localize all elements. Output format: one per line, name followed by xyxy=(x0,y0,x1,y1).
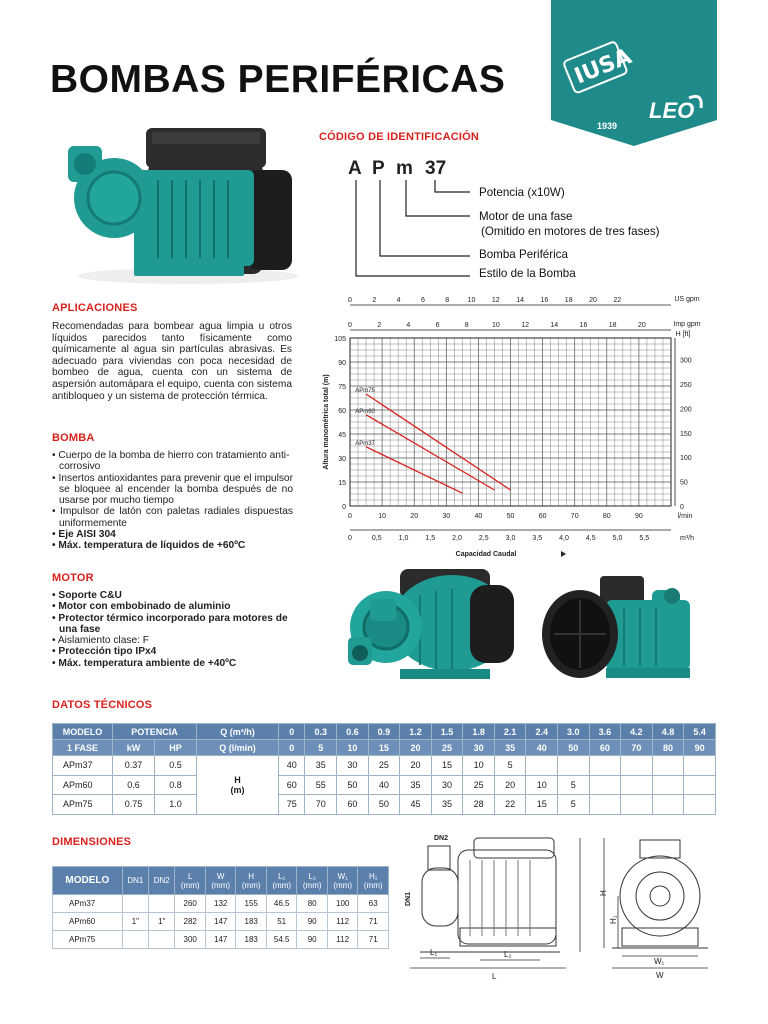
table-cell: 0.37 xyxy=(113,756,155,776)
table-cell: 5 xyxy=(557,775,589,795)
table-cell xyxy=(652,775,684,795)
drawing-label-w: W xyxy=(656,971,664,980)
tech-col-header: 3.0 xyxy=(557,724,589,740)
table-cell: 10 xyxy=(463,756,495,776)
table-cell xyxy=(621,756,653,776)
brand-iusa: IUSA xyxy=(571,44,636,90)
table-cell: 155 xyxy=(236,895,267,913)
m3h-tick-label: 0 xyxy=(348,535,352,542)
dim-col-header-unit: (mm) xyxy=(180,880,200,890)
m3h-tick-label: 4,0 xyxy=(559,535,569,542)
x-tick-label: 40 xyxy=(474,513,483,520)
x-tick-label: 70 xyxy=(570,513,579,520)
table-cell: 0.75 xyxy=(113,795,155,815)
dim-col-header-label: H xyxy=(248,871,255,881)
table-cell: 71 xyxy=(358,931,389,949)
dim-col-header-label: DN1 xyxy=(127,876,144,885)
table-cell: 40 xyxy=(368,775,400,795)
m3h-tick-label: 2,0 xyxy=(452,535,462,542)
y-axis-title: Altura manométrica total (m) xyxy=(323,374,330,470)
bomba-heading: BOMBA xyxy=(52,432,95,444)
dimensions-header-row xyxy=(53,867,389,895)
table-cell xyxy=(684,756,716,776)
table-cell: 90 xyxy=(297,931,328,949)
table-cell xyxy=(684,795,716,815)
table-cell xyxy=(557,756,589,776)
bomba-item: • Cuerpo de la bomba de hierro con tratamiento anti-corrosivo xyxy=(52,450,293,473)
y-tick-label: 75 xyxy=(338,384,346,391)
table-cell: 147 xyxy=(205,913,236,931)
dim-col-header-label: L₁ xyxy=(278,871,286,881)
y-tick-label: 0 xyxy=(342,504,346,511)
code-label-potencia: Potencia (x10W) xyxy=(479,186,565,199)
tech-col-header: 25 xyxy=(431,740,463,756)
table-cell: 60 xyxy=(337,795,369,815)
motor-item: • Protector térmico incorporado para motores de una fase xyxy=(52,613,294,636)
tech-col-header: Q (l/min) xyxy=(197,740,279,756)
table-cell: APm37 xyxy=(53,756,113,776)
usgpm-tick-label: 2 xyxy=(372,297,377,304)
ft-tick-label: 150 xyxy=(680,430,692,438)
table-cell: 25 xyxy=(463,775,495,795)
dim-col-header-unit: (mm) xyxy=(272,880,292,890)
dimensions-table xyxy=(52,866,389,949)
x-tick-label: 30 xyxy=(442,513,451,520)
series-label: APm60 xyxy=(355,408,375,415)
m3h-tick-label: 5,0 xyxy=(612,535,623,542)
pump-photo-back xyxy=(540,570,705,685)
code-label-estilo: Estilo de la Bomba xyxy=(479,267,576,280)
y-tick-label: 90 xyxy=(338,360,346,367)
table-cell: 20 xyxy=(494,775,526,795)
dim-col-header xyxy=(122,867,148,895)
usgpm-tick-label: 18 xyxy=(564,297,573,304)
motor-list xyxy=(52,590,294,669)
tech-col-header: kW xyxy=(113,740,155,756)
table-cell: 0.8 xyxy=(155,775,197,795)
technical-data-body xyxy=(53,756,716,815)
y-tick-label: 30 xyxy=(338,456,346,463)
bomba-item: • Insertos antioxidantes para prevenir que el impulsor se bloquee al encender la bomba después de no usarse por mucho tiempo xyxy=(52,473,293,507)
tech-col-header: 4.2 xyxy=(621,724,653,740)
drawing-label-h1: H₁ xyxy=(609,915,618,924)
h-label: H xyxy=(234,774,241,785)
table-cell: 1.0 xyxy=(155,795,197,815)
ft-tick-label: 0 xyxy=(680,504,684,511)
tech-col-header: 1.8 xyxy=(463,724,495,740)
table-cell: APm60 xyxy=(53,775,113,795)
table-cell: 80 xyxy=(297,895,328,913)
dimensiones-heading: DIMENSIONES xyxy=(52,836,132,848)
tech-col-header: 35 xyxy=(494,740,526,756)
table-cell: 0.5 xyxy=(155,756,197,776)
m3h-tick-label: 4,5 xyxy=(585,535,596,542)
tech-col-header: POTENCIA xyxy=(113,724,197,740)
table-cell: 15 xyxy=(526,795,558,815)
dn-cell: 1" xyxy=(122,913,148,931)
tech-col-header: 5 xyxy=(305,740,337,756)
tech-col-header: 15 xyxy=(368,740,400,756)
dim-col-header xyxy=(327,867,358,895)
m3h-tick-label: 3,0 xyxy=(505,535,516,542)
drawing-label-dn2: DN2 xyxy=(434,835,449,842)
m3h-tick-label: 1,0 xyxy=(398,535,409,542)
ft-unit-label: H [ft] xyxy=(675,331,691,338)
usgpm-tick-label: 12 xyxy=(491,297,500,304)
y-tick-label: 105 xyxy=(334,336,346,343)
tech-col-header: Q (m³/h) xyxy=(197,724,279,740)
table-cell: 5 xyxy=(557,795,589,815)
dim-col-header-unit: (mm) xyxy=(211,880,231,890)
tech-header-row-1 xyxy=(53,724,716,740)
performance-chart xyxy=(316,290,716,560)
tech-col-header: 4.8 xyxy=(652,724,684,740)
y-tick-label: 15 xyxy=(338,480,346,487)
dim-col-header xyxy=(236,867,267,895)
drawing-label-l1: L₁ xyxy=(430,948,438,957)
dimensions-body xyxy=(53,895,389,949)
dn-cell xyxy=(149,931,175,949)
dim-col-header-label: W xyxy=(216,871,225,881)
tech-col-header: 0 xyxy=(279,724,305,740)
table-cell: 35 xyxy=(400,775,432,795)
ft-tick-label: 100 xyxy=(680,455,692,463)
impgpm-tick-label: 16 xyxy=(579,322,588,329)
brand-year: 1939 xyxy=(597,121,618,131)
table-cell: 25 xyxy=(368,756,400,776)
table-cell: 260 xyxy=(175,895,206,913)
series-label: APm75 xyxy=(355,388,375,394)
table-cell xyxy=(621,795,653,815)
code-letter-a: A xyxy=(348,158,362,179)
y-tick-label: 60 xyxy=(338,408,346,415)
usgpm-tick-label: 14 xyxy=(516,297,524,304)
table-cell: 20 xyxy=(400,756,432,776)
tech-col-header: HP xyxy=(155,740,197,756)
x-tick-label: 50 xyxy=(506,513,515,520)
drawing-label-dn1: DN1 xyxy=(405,891,412,906)
code-letter-m: m xyxy=(396,158,413,179)
table-cell: APm37 xyxy=(53,895,123,913)
drawing-label-l: L xyxy=(492,972,497,981)
dimension-drawing-front xyxy=(598,828,716,988)
table-cell: 282 xyxy=(175,913,206,931)
x-tick-label: 80 xyxy=(602,513,611,520)
dim-col-header xyxy=(149,867,175,895)
table-row xyxy=(53,895,389,913)
table-cell: 15 xyxy=(431,756,463,776)
table-cell: 183 xyxy=(236,931,267,949)
dn-cell xyxy=(122,895,148,913)
h-unit: (m) xyxy=(230,784,245,795)
dn-cell: 1" xyxy=(149,913,175,931)
table-cell xyxy=(621,775,653,795)
table-cell: 46.5 xyxy=(266,895,297,913)
bomba-list xyxy=(52,450,293,552)
table-cell: 45 xyxy=(400,795,432,815)
table-cell: 40 xyxy=(279,756,305,776)
m3h-tick-label: 0,5 xyxy=(371,535,382,542)
x-tick-label: 0 xyxy=(348,513,352,520)
impgpm-tick-label: 2 xyxy=(377,322,382,329)
table-cell xyxy=(589,775,621,795)
ft-tick-label: 200 xyxy=(680,406,692,414)
table-row xyxy=(53,775,716,795)
dim-col-header xyxy=(53,867,123,895)
tech-col-header: 2.4 xyxy=(526,724,558,740)
motor-item: • Aislamiento clase: F xyxy=(52,635,294,646)
tech-col-header: 1 FASE xyxy=(53,740,113,756)
dim-col-header-label: W₁ xyxy=(337,871,348,881)
x-tick-label: 20 xyxy=(410,513,419,520)
tech-col-header: 90 xyxy=(684,740,716,756)
tech-col-header: 40 xyxy=(526,740,558,756)
table-row xyxy=(53,931,389,949)
table-cell: APm60 xyxy=(53,913,123,931)
dim-col-header-unit: (mm) xyxy=(363,880,383,890)
table-row xyxy=(53,756,716,776)
brand-logo xyxy=(551,0,717,146)
tech-col-header: 30 xyxy=(463,740,495,756)
table-cell: 70 xyxy=(305,795,337,815)
x-unit-label: l/min xyxy=(677,513,693,520)
x-tick-label: 90 xyxy=(635,513,643,520)
pump-photo-main xyxy=(48,126,298,286)
table-cell: 147 xyxy=(205,931,236,949)
motor-item: • Soporte C&U xyxy=(52,590,294,601)
dim-col-header-unit: (mm) xyxy=(302,880,322,890)
impgpm-tick-label: 4 xyxy=(406,322,411,329)
usgpm-tick-label: 8 xyxy=(445,297,450,304)
pump-photo-front xyxy=(340,565,525,685)
tech-col-header: 10 xyxy=(337,740,369,756)
drawing-label-h: H xyxy=(599,890,608,896)
tech-col-header: MODELO xyxy=(53,724,113,740)
table-cell xyxy=(589,756,621,776)
table-cell: 10 xyxy=(526,775,558,795)
dim-col-header-unit: (mm) xyxy=(241,880,261,890)
dim-col-header-label: L₂ xyxy=(308,871,316,881)
code-letter-p: P xyxy=(372,158,385,179)
dim-col-header xyxy=(358,867,389,895)
table-cell: 28 xyxy=(463,795,495,815)
tech-col-header: 70 xyxy=(621,740,653,756)
dim-col-header xyxy=(266,867,297,895)
table-cell xyxy=(684,775,716,795)
code-label-motor: Motor de una fase xyxy=(479,210,573,223)
dim-col-header-label: MODELO xyxy=(65,875,110,886)
table-cell xyxy=(652,795,684,815)
x-tick-label: 60 xyxy=(538,513,547,520)
usgpm-tick-label: 0 xyxy=(348,297,352,304)
drawing-label-l2: L₂ xyxy=(504,950,512,959)
ft-tick-label: 300 xyxy=(680,357,692,365)
tech-col-header: 0.6 xyxy=(337,724,369,740)
table-cell: APm75 xyxy=(53,931,123,949)
table-cell: 132 xyxy=(205,895,236,913)
table-cell: 100 xyxy=(327,895,358,913)
m3h-tick-label: 5,5 xyxy=(639,535,650,542)
dim-col-header-label: DN2 xyxy=(153,876,170,885)
m3h-tick-label: 3,5 xyxy=(532,535,543,542)
table-cell: 112 xyxy=(327,931,358,949)
m3h-unit-label: m³/h xyxy=(680,535,694,542)
dim-col-header-label: L xyxy=(187,871,193,881)
impgpm-tick-label: 0 xyxy=(348,322,352,329)
x-axis-arrow-icon xyxy=(561,551,566,557)
table-cell: 183 xyxy=(236,913,267,931)
table-cell xyxy=(589,795,621,815)
motor-item: • Protección tipo IPx4 xyxy=(52,646,294,657)
impgpm-tick-label: 14 xyxy=(550,322,559,329)
x-axis-title: Capacidad Caudal xyxy=(455,551,517,558)
dim-col-header-label: H₁ xyxy=(368,871,378,881)
tech-col-header: 80 xyxy=(652,740,684,756)
tech-col-header: 1.2 xyxy=(400,724,432,740)
impgpm-tick-label: 18 xyxy=(608,322,617,329)
y-tick-label: 45 xyxy=(338,432,346,439)
table-cell: 55 xyxy=(305,775,337,795)
page-title: BOMBAS PERIFÉRICAS xyxy=(50,58,506,101)
table-cell: 112 xyxy=(327,913,358,931)
table-cell: 60 xyxy=(279,775,305,795)
table-cell: 30 xyxy=(431,775,463,795)
usgpm-tick-label: 6 xyxy=(420,297,425,304)
tech-col-header: 5.4 xyxy=(684,724,716,740)
identification-leader-lines xyxy=(340,180,500,280)
tech-col-header: 0.9 xyxy=(368,724,400,740)
dimension-drawing-side xyxy=(400,828,590,988)
impgpm-tick-label: 12 xyxy=(521,322,530,329)
tech-col-header: 60 xyxy=(589,740,621,756)
ft-tick-label: 50 xyxy=(680,479,688,487)
code-label-omitido: (Omitido en motores de tres fases) xyxy=(481,225,660,238)
motor-item: • Motor con embobinado de aluminio xyxy=(52,601,294,612)
table-cell: 54.5 xyxy=(266,931,297,949)
table-cell: 30 xyxy=(337,756,369,776)
tech-col-header: 50 xyxy=(557,740,589,756)
usgpm-unit-label: US gpm xyxy=(674,296,700,303)
bomba-item: • Impulsor de latón con paletas radiales dispuestas uniformemente xyxy=(52,506,293,529)
tech-col-header: 3.6 xyxy=(589,724,621,740)
dim-col-header xyxy=(205,867,236,895)
h-unit-cell xyxy=(197,756,279,815)
tech-col-header: 0 xyxy=(279,740,305,756)
bomba-item: • Máx. temperatura de líquidos de +60ºC xyxy=(52,540,293,551)
table-cell: 51 xyxy=(266,913,297,931)
dn-cell xyxy=(122,931,148,949)
usgpm-tick-label: 16 xyxy=(540,297,549,304)
table-row xyxy=(53,913,389,931)
aplicaciones-heading: APLICACIONES xyxy=(52,302,138,314)
m3h-tick-label: 2,5 xyxy=(478,535,489,542)
table-cell: 50 xyxy=(368,795,400,815)
identification-heading: CÓDIGO DE IDENTIFICACIÓN xyxy=(319,131,480,143)
x-tick-label: 10 xyxy=(378,513,386,520)
technical-data-table xyxy=(52,723,716,815)
dim-col-header-unit: (mm) xyxy=(333,880,353,890)
aplicaciones-text: Recomendadas para bombear agua limpia u otros líquidos parecidos tanto físicamente como químicamente al agua sin partículas abrasivas. Es adecuado para viviendas con poca necesidad de bombeo de agua, cuenta con un sistema de aspersión automápara el equipo, cuenta con sistema antibloqueo y un sistema de protección térmica. xyxy=(52,321,292,402)
impgpm-tick-label: 8 xyxy=(464,322,469,329)
usgpm-tick-label: 10 xyxy=(467,297,476,304)
motor-item: • Máx. temperatura ambiente de +40ºC xyxy=(52,658,294,669)
ft-tick-label: 250 xyxy=(680,382,692,390)
table-cell: APm75 xyxy=(53,795,113,815)
m3h-tick-label: 1,5 xyxy=(425,535,436,542)
tech-col-header: 1.5 xyxy=(431,724,463,740)
table-cell: 300 xyxy=(175,931,206,949)
tech-col-header: 20 xyxy=(400,740,432,756)
table-cell: 5 xyxy=(494,756,526,776)
tech-col-header: 0.3 xyxy=(305,724,337,740)
dn-cell xyxy=(149,895,175,913)
impgpm-unit-label: Imp gpm xyxy=(673,321,701,328)
tech-header-row-2 xyxy=(53,740,716,756)
table-cell: 63 xyxy=(358,895,389,913)
table-cell xyxy=(526,756,558,776)
usgpm-tick-label: 22 xyxy=(613,297,622,304)
usgpm-tick-label: 4 xyxy=(396,297,401,304)
brand-leo: LEO xyxy=(649,98,695,123)
series-label: APm37 xyxy=(355,440,375,447)
table-cell: 35 xyxy=(305,756,337,776)
tech-col-header: 2.1 xyxy=(494,724,526,740)
datos-heading: DATOS TÉCNICOS xyxy=(52,699,153,711)
code-letter-37: 37 xyxy=(425,158,447,179)
dim-col-header xyxy=(297,867,328,895)
impgpm-tick-label: 6 xyxy=(435,322,440,329)
bomba-item: • Eje AISI 304 xyxy=(52,529,293,540)
drawing-label-w1: W₁ xyxy=(654,957,665,966)
impgpm-tick-label: 20 xyxy=(637,322,646,329)
table-cell: 35 xyxy=(431,795,463,815)
dim-col-header xyxy=(175,867,206,895)
table-cell: 75 xyxy=(279,795,305,815)
table-cell: 90 xyxy=(297,913,328,931)
code-label-bomba: Bomba Periférica xyxy=(479,248,568,261)
table-cell: 71 xyxy=(358,913,389,931)
usgpm-tick-label: 20 xyxy=(589,297,597,304)
table-row xyxy=(53,795,716,815)
table-cell: 22 xyxy=(494,795,526,815)
table-cell: 50 xyxy=(337,775,369,795)
motor-heading: MOTOR xyxy=(52,572,94,584)
impgpm-tick-label: 10 xyxy=(492,322,500,329)
table-cell: 0.6 xyxy=(113,775,155,795)
table-cell xyxy=(652,756,684,776)
